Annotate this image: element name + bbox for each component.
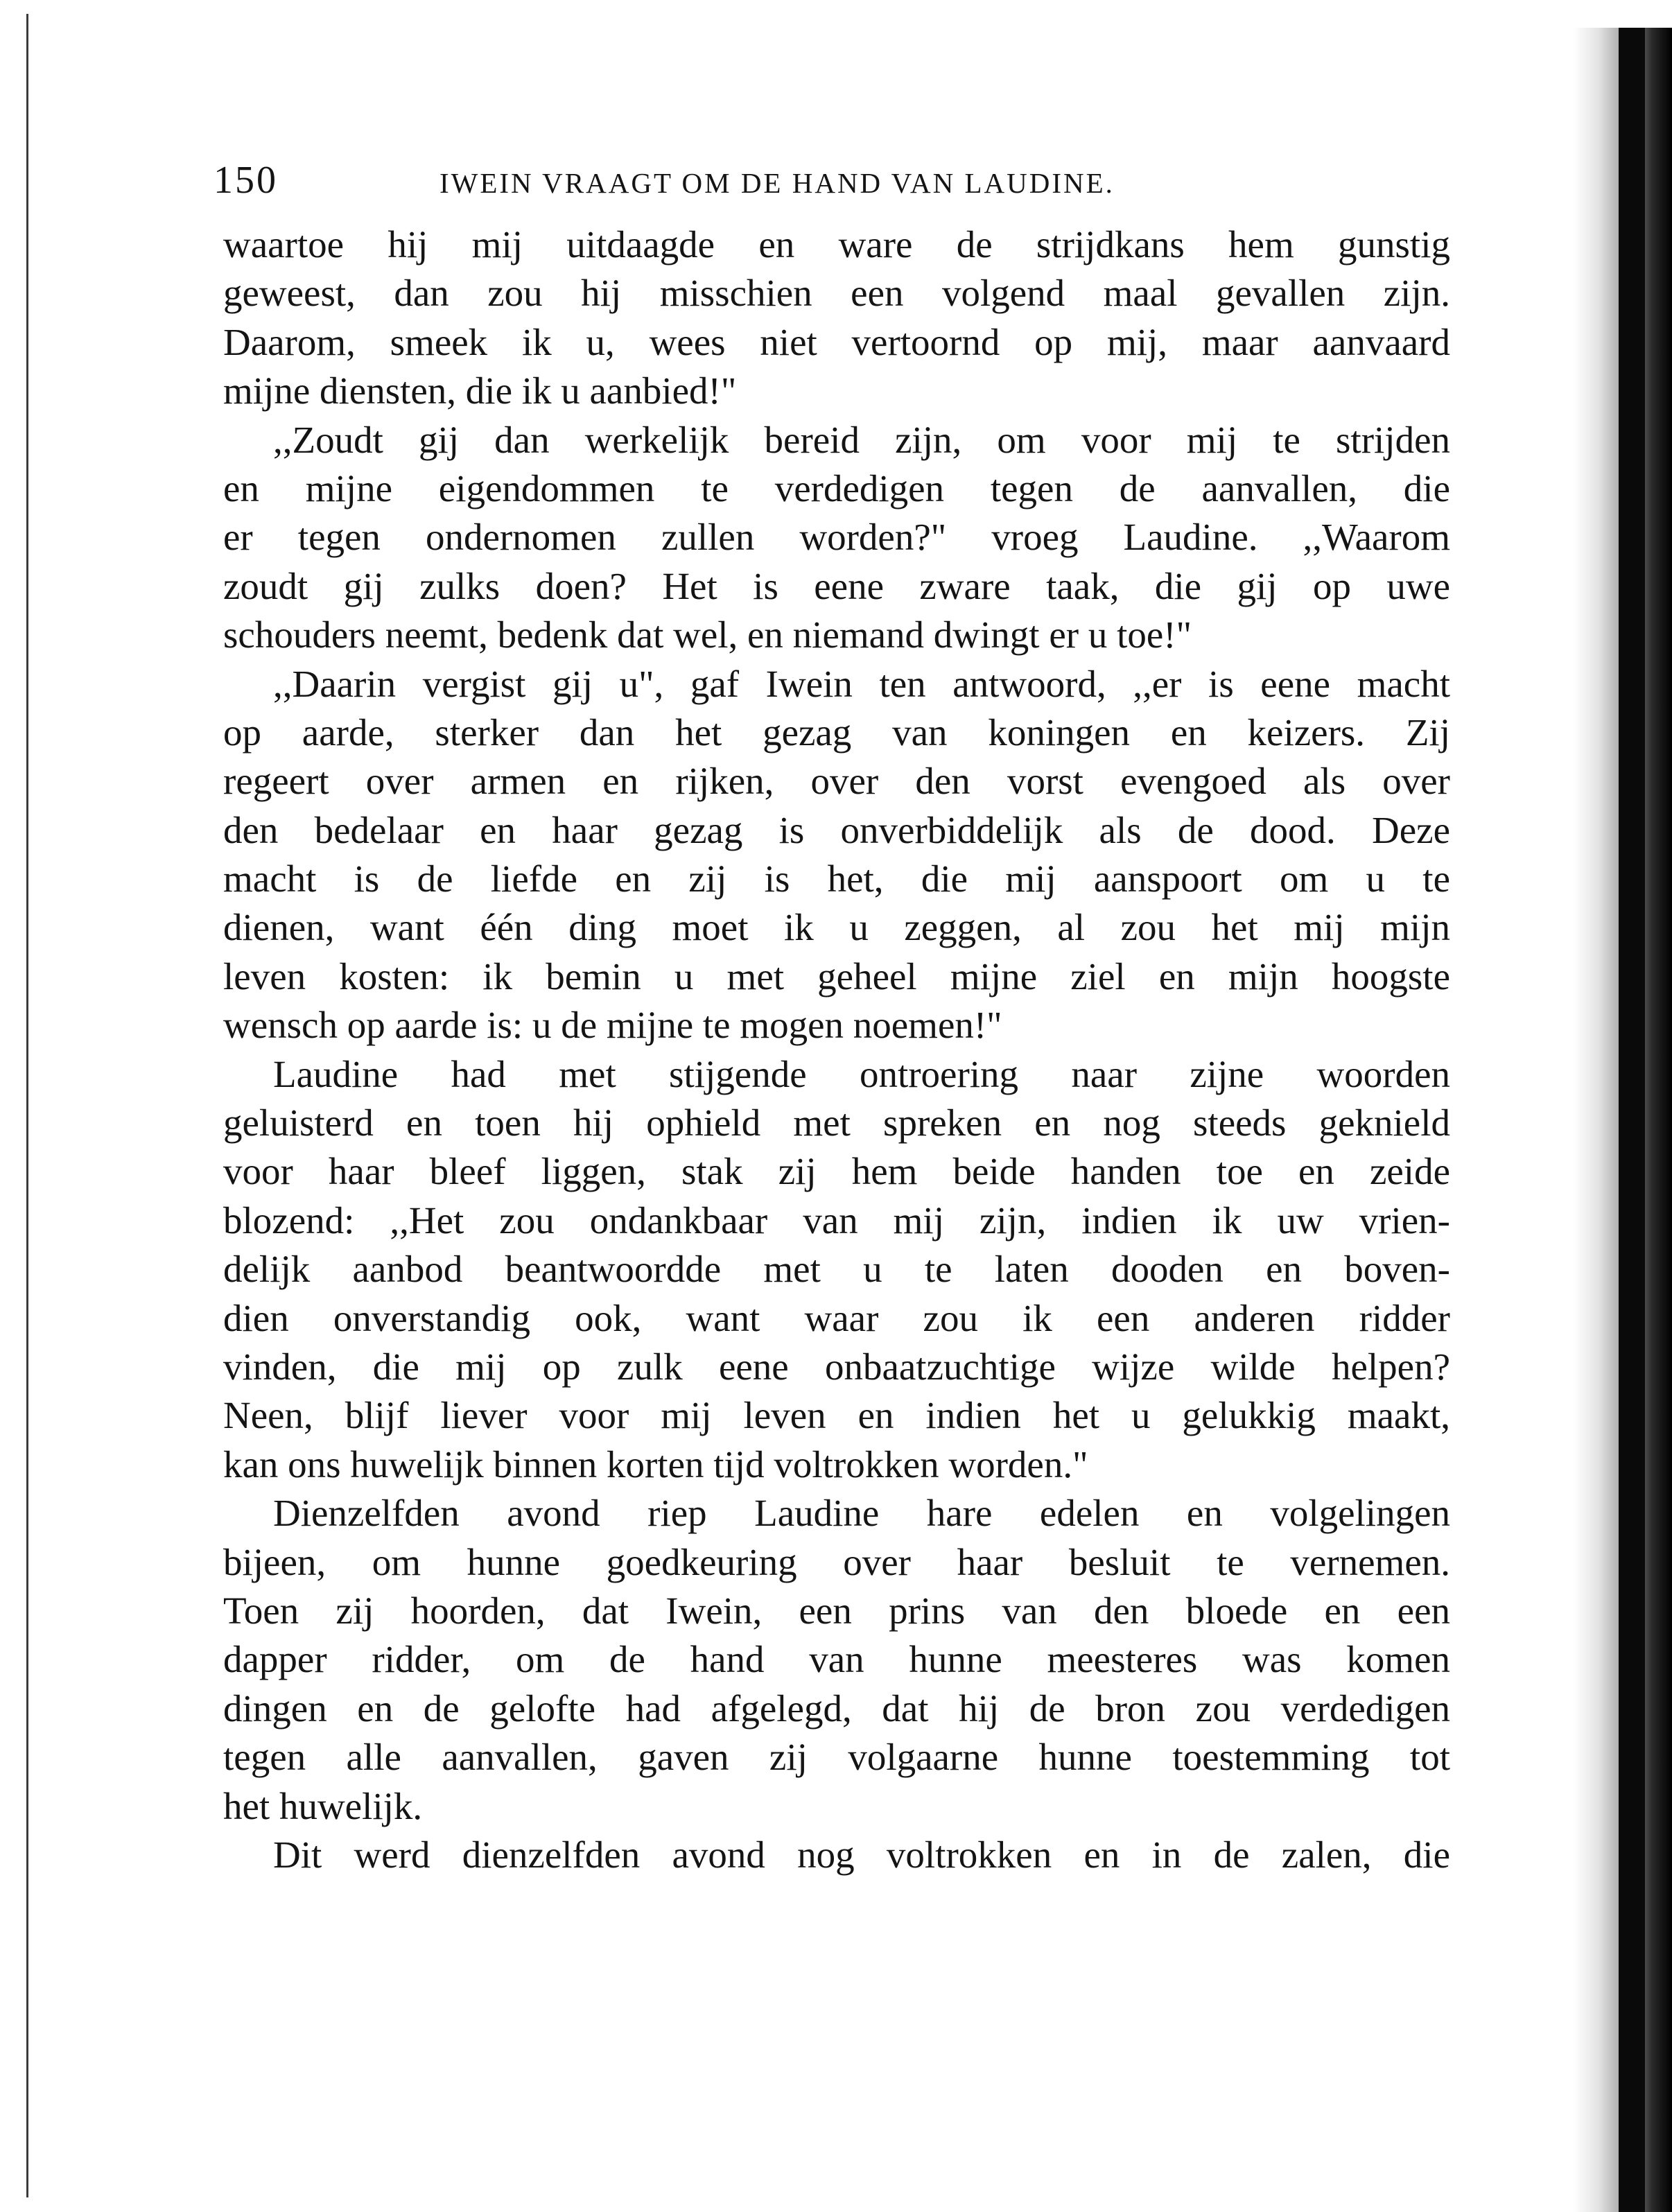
- text-line: zoudt gij zulks doen? Het is eene zware taak, die gij op uwe: [223, 564, 1450, 607]
- text-line: kan ons huwelijk binnen korten tijd voltrokken worden.": [223, 1443, 1088, 1486]
- text-line: geweest, dan zou hij misschien een volgend maal gevallen zijn.: [223, 272, 1450, 315]
- text-line: tegen alle aanvallen, gaven zij volgaarne hunne toestemming tot: [223, 1736, 1450, 1779]
- page-number: 150: [214, 159, 278, 202]
- text-line: blozend: ,,Het zou ondankbaar van mij zijn, indien ik uw vrien-: [223, 1199, 1450, 1242]
- text-line: op aarde, sterker dan het gezag van koningen en keizers. Zij: [223, 711, 1450, 754]
- text-line: het huwelijk.: [223, 1784, 423, 1827]
- text-line: dienen, want één ding moet ik u zeggen, al zou het mij mijn: [223, 906, 1450, 949]
- running-head: IWEIN VRAAGT OM DE HAND VAN LAUDINE.: [439, 167, 1115, 199]
- text-line: regeert over armen en rijken, over den vorst evengoed als over: [223, 760, 1450, 803]
- text-line: macht is de liefde en zij is het, die mij aanspoort om u te: [223, 857, 1450, 900]
- text-line: ,,Zoudt gij dan werkelijk bereid zijn, om voor mij te strijden: [273, 418, 1450, 461]
- text-line: vinden, die mij op zulk eene onbaatzuchtige wijze wilde helpen?: [223, 1345, 1450, 1388]
- text-line: voor haar bleef liggen, stak zij hem beide handen toe en zeide: [223, 1150, 1450, 1193]
- text-line: dapper ridder, om de hand van hunne meesteres was komen: [223, 1638, 1450, 1681]
- text-line: den bedelaar en haar gezag is onverbiddelijk als de dood. Deze: [223, 808, 1450, 851]
- text-line: er tegen ondernomen zullen worden?" vroeg Laudine. ,,Waarom: [223, 516, 1450, 559]
- text-line: Laudine had met stijgende ontroering naar zijne woorden: [273, 1052, 1450, 1095]
- book-spine-edge: [1619, 28, 1645, 2212]
- text-line: en mijne eigendommen te verdedigen tegen de aanvallen, die: [223, 467, 1450, 510]
- body-text: [223, 220, 1450, 1879]
- text-line: mijne diensten, die ik u aanbied!": [223, 369, 737, 412]
- text-line: Neen, blijf liever voor mij leven en indien het u gelukkig maakt,: [223, 1394, 1450, 1437]
- text-line: delijk aanbod beantwoordde met u te laten dooden en boven-: [223, 1248, 1450, 1291]
- text-line: schouders neemt, bedenk dat wel, en niemand dwingt er u toe!": [223, 613, 1192, 656]
- text-line: dingen en de gelofte had afgelegd, dat hij de bron zou verdedigen: [223, 1687, 1450, 1730]
- text-line: Daarom, smeek ik u, wees niet vertoornd op mij, maar aanvaard: [223, 320, 1450, 363]
- text-line: Toen zij hoorden, dat Iwein, een prins van den bloede en een: [223, 1589, 1450, 1632]
- page-edge-rule: [26, 14, 28, 2197]
- text-line: waartoe hij mij uitdaagde en ware de strijdkans hem gunstig: [223, 223, 1450, 265]
- page-header: [200, 153, 1447, 208]
- text-line: wensch op aarde is: u de mijne te mogen noemen!": [223, 1004, 1002, 1047]
- text-line: geluisterd en toen hij ophield met spreken en nog steeds geknield: [223, 1101, 1450, 1144]
- text-line: Dit werd dienzelfden avond nog voltrokken en in de zalen, die: [273, 1833, 1450, 1876]
- text-line: ,,Daarin vergist gij u", gaf Iwein ten antwoord, ,,er is eene macht: [273, 662, 1450, 705]
- text-line: Dienzelfden avond riep Laudine hare edelen en volgelingen: [273, 1492, 1450, 1535]
- text-line: dien onverstandig ook, want waar zou ik een anderen ridder: [223, 1296, 1450, 1339]
- text-line: bijeen, om hunne goedkeuring over haar besluit te vernemen.: [223, 1540, 1450, 1583]
- text-line: leven kosten: ik bemin u met geheel mijne ziel en mijn hoogste: [223, 955, 1450, 998]
